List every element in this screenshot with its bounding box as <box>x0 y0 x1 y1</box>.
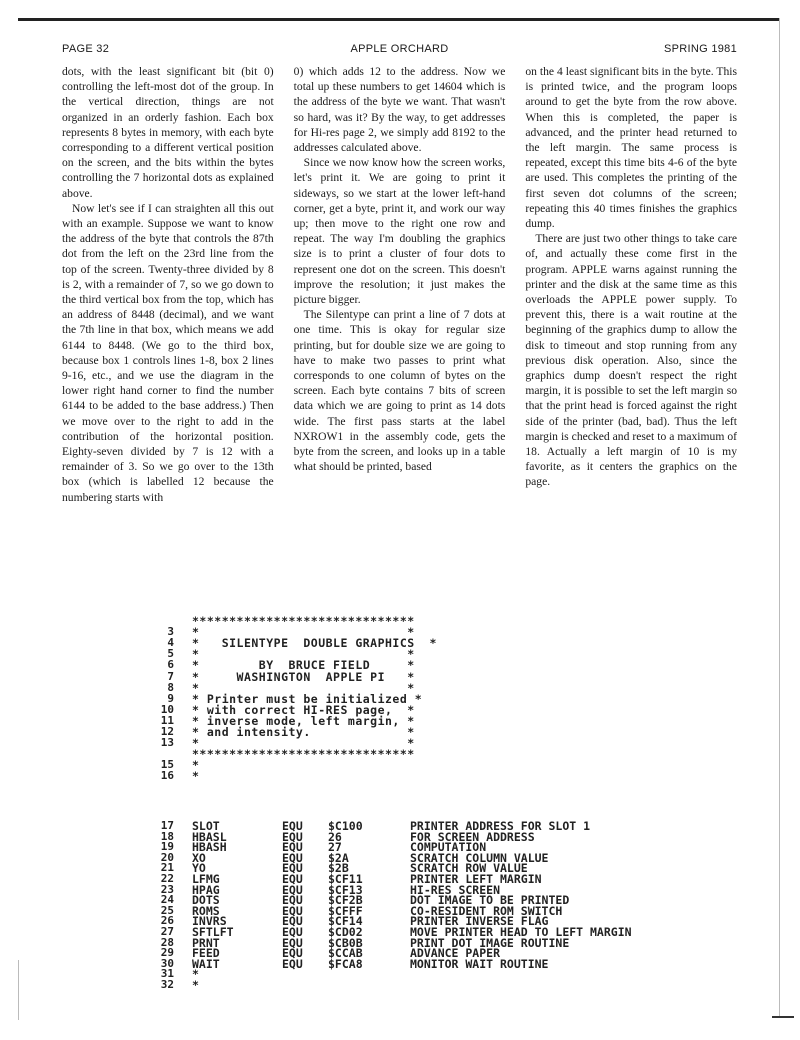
line-number: 18 <box>160 829 174 843</box>
code-operator: EQU <box>282 946 303 961</box>
code-value: $C100 <box>328 819 363 833</box>
code-label: SFTLFT <box>192 925 234 939</box>
code-value: $2B <box>328 861 349 876</box>
code-value: $CFFF <box>328 903 363 918</box>
code-label: INVRS <box>192 914 227 929</box>
code-label: ROMS <box>192 903 220 918</box>
issue-date: SPRING 1981 <box>663 43 737 55</box>
line-number: 23 <box>160 882 174 896</box>
line-number: 29 <box>160 946 174 960</box>
line-number: 21 <box>160 861 174 875</box>
code-label: * <box>192 978 199 992</box>
code-operator: EQU <box>282 872 303 886</box>
line-number: 4 <box>167 636 174 650</box>
code-value: $CF14 <box>328 914 363 929</box>
line-number: 26 <box>160 914 174 928</box>
line-number: 6 <box>167 658 174 672</box>
banner-line: * with correct HI-RES page, * <box>192 702 415 717</box>
line-number: 20 <box>160 850 174 864</box>
right-edge-mark <box>772 1016 794 1018</box>
code-label: LFMG <box>192 872 220 886</box>
code-label: FEED <box>192 946 220 961</box>
paragraph: There are just two other things to take care of, and actually these come first in the program. APPLE warns against running the printer and the disk at the same time as this overloads the APPLE power supply. To prevent this, there is a wait routine at the beginning of the graphics dump to allow the disk to timeout and stop running from any previous disk operation. Also, since the graphics dump doesn't respect the right margin, it is possible to set the left margin so that the print head is forced against the right side of the printer (bad, bad). Thus the left margin is checked and reset to a maximum of 18. Actually a left margin of 10 is my favorite, as it centers the graphics on the page. <box>525 232 738 489</box>
banner-line: ****************************** <box>192 614 415 628</box>
column-3 <box>525 64 737 564</box>
code-comment: SCRATCH ROW VALUE <box>410 861 528 876</box>
code-comment: CO-RESIDENT ROM SWITCH <box>410 903 563 918</box>
code-operator: EQU <box>282 893 303 908</box>
line-number: 24 <box>160 893 174 907</box>
page-header <box>62 43 737 59</box>
banner-line: * <box>192 758 200 773</box>
banner-line: * * <box>192 625 415 640</box>
code-value: $FCA8 <box>328 956 363 971</box>
code-listing <box>148 614 668 992</box>
code-label: WAIT <box>192 956 220 971</box>
banner-line: * * <box>192 647 415 662</box>
line-number: 3 <box>167 625 174 639</box>
paragraph: 0) which adds 12 to the address. Now we total up these numbers to get 14604 which is the address of the byte we want. That wasn't so hard, was it? By the way, to get addresses for Hi-res page 2, we simply add 8192 to the addresses calculated above. <box>293 65 506 155</box>
code-value: $CF13 <box>328 882 363 897</box>
code-operator: EQU <box>282 925 303 939</box>
code-label: SLOT <box>192 819 220 833</box>
code-comment: PRINTER LEFT MARGIN <box>410 872 542 886</box>
banner-line: * WASHINGTON APPLE PI * <box>192 669 415 684</box>
code-comment: MOVE PRINTER HEAD TO LEFT MARGIN <box>410 925 632 939</box>
line-number: 32 <box>160 978 174 991</box>
code-label: HPAG <box>192 882 220 897</box>
line-number: 7 <box>167 669 174 683</box>
code-value: $CCAB <box>328 946 363 961</box>
code-operator: EQU <box>282 829 303 844</box>
code-operator: EQU <box>282 956 303 971</box>
paragraph: dots, with the least significant bit (bit 0) controlling the left-most dot of the group. In the vertical direction, things are not organized in an orderly fashion. Each box represents 8 bytes in memory, with each byte corresponding to a different vertical position on the screen, and the bits within the bytes controlling the 7 horizontal dots as explained above. <box>62 65 274 200</box>
line-number: 31 <box>160 967 174 981</box>
code-label: HBASH <box>192 840 227 855</box>
line-number: 19 <box>160 840 174 854</box>
code-value: $CF2B <box>328 893 363 908</box>
line-number: 8 <box>167 680 174 694</box>
banner-line: * inverse mode, left margin, * <box>192 713 415 728</box>
column-1 <box>62 64 274 564</box>
line-number: 15 <box>160 758 174 772</box>
code-operator: EQU <box>282 882 303 897</box>
line-number: 16 <box>160 769 174 783</box>
banner-line: ****************************** <box>192 747 415 762</box>
line-number: 17 <box>160 819 174 832</box>
column-2 <box>294 64 506 564</box>
line-number: 25 <box>160 903 174 917</box>
code-operator: EQU <box>282 861 303 876</box>
banner-line: * SILENTYPE DOUBLE GRAPHICS * <box>192 636 437 651</box>
code-operator: EQU <box>282 850 303 865</box>
code-operator: EQU <box>282 819 303 833</box>
paragraph: Now let's see if I can straighten all this out with an example. Suppose we want to know the address of the byte that controls the 87th dot from the left on the 23rd line from the top of the screen. Twenty-three divided by 8 is 2, with a remainder of 7, so we go down to the third vertical box from the top, which has an address of 8448 (decimal), and we want the 7th line in that box, which means we add 6144 to 8448. (We go to the third box, because box 1 controls lines 1-8, box 2 lines 9-16, etc., and we use the diagram in the lower right hand corner to find the number 6144 to be added to the base address.) Then we move over to the right to add in the contribution of the horizontal position. Eighty-seven divided by 7 is 12 with a remainder of 3. So we go over to the 13th box (which is labelled 12 because the numbering starts with <box>62 201 274 504</box>
code-comment: FOR SCREEN ADDRESS <box>410 829 535 844</box>
line-number: 9 <box>167 691 174 705</box>
code-label: DOTS <box>192 893 220 908</box>
banner-line: * * <box>192 736 415 751</box>
code-comment: MONITOR WAIT ROUTINE <box>410 956 549 971</box>
code-comment: HI-RES SCREEN <box>410 882 501 897</box>
line-number: 11 <box>160 713 174 727</box>
banner-line: * BY BRUCE FIELD * <box>192 658 415 673</box>
code-label: HBASL <box>192 829 227 844</box>
paragraph: on the 4 least significant bits in the byte. This is printed twice, and the program loops around to get the byte from the row above. When this is completed, the paper is advanced, and the printer head returned to the left margin. The same process is repeated, except this time bits 4-6 of the byte are used. This completes the printing of the first seven dot columns of the screen; repeating this 40 times finishes the graphics dump. <box>525 65 738 231</box>
code-operator: EQU <box>282 935 303 950</box>
code-label: PRNT <box>192 935 220 950</box>
code-comment: COMPUTATION <box>410 840 487 855</box>
code-label: XO <box>192 850 206 865</box>
code-comment: PRINTER ADDRESS FOR SLOT 1 <box>410 819 591 833</box>
code-comment: ADVANCE PAPER <box>410 946 501 961</box>
line-number: 13 <box>160 736 174 750</box>
paragraph: Since we now know how the screen works, let's print it. We are going to print it sideways, so we start at the lower left-hand corner, get a byte, print it, and work our way up; then move to the right one row and repeat. The way I'm doubling the graphics size is to print a cluster of four dots to represent one dot on the screen. This doesn't improve the resolution; it just makes the picture bigger. <box>293 156 506 307</box>
line-number: 28 <box>160 935 174 949</box>
article-body <box>62 64 737 564</box>
code-value: 27 <box>328 840 342 855</box>
code-value: $CF11 <box>328 872 363 886</box>
line-number: 27 <box>160 925 174 938</box>
top-rule <box>18 18 780 21</box>
paragraph: The Silentype can print a line of 7 dots at one time. This is okay for regular size printing, but for double size we are going to have to make two passes to print what corresponds to one column of bytes on the screen. Each byte contains 7 bits of screen data which we are going to print as 14 dots wide. The first pass starts at the label NXROW1 in the assembly code, gets the byte from the screen, and looks up in a table what should be printed, based <box>293 308 506 474</box>
code-value: $2A <box>328 850 349 865</box>
code-comment: PRINTER INVERSE FLAG <box>410 914 549 929</box>
code-comment: PRINT DOT IMAGE ROUTINE <box>410 935 570 950</box>
line-number: 5 <box>167 647 174 661</box>
line-number: 22 <box>160 872 174 885</box>
line-number: 12 <box>160 725 174 738</box>
code-value: 26 <box>328 829 342 844</box>
code-label: * <box>192 967 199 982</box>
right-margin-line <box>779 18 780 1018</box>
left-margin-mark <box>18 960 19 1020</box>
code-value: $CB0B <box>328 935 363 950</box>
publication-title: APPLE ORCHARD <box>350 43 449 55</box>
banner-line: * <box>192 769 200 784</box>
code-label: YO <box>192 861 206 876</box>
banner-line: * and intensity. * <box>192 725 415 739</box>
line-number: 30 <box>160 956 174 970</box>
code-value: $CD02 <box>328 925 363 939</box>
banner-line: * Printer must be initialized * <box>192 691 423 706</box>
code-operator: EQU <box>282 840 303 855</box>
code-comment: DOT IMAGE TO BE PRINTED <box>410 893 570 908</box>
code-operator: EQU <box>282 903 303 918</box>
code-comment: SCRATCH COLUMN VALUE <box>410 850 549 865</box>
banner-line: * * <box>192 680 415 695</box>
line-number: 10 <box>160 702 174 716</box>
page-number: PAGE 32 <box>62 43 110 55</box>
code-operator: EQU <box>282 914 303 929</box>
